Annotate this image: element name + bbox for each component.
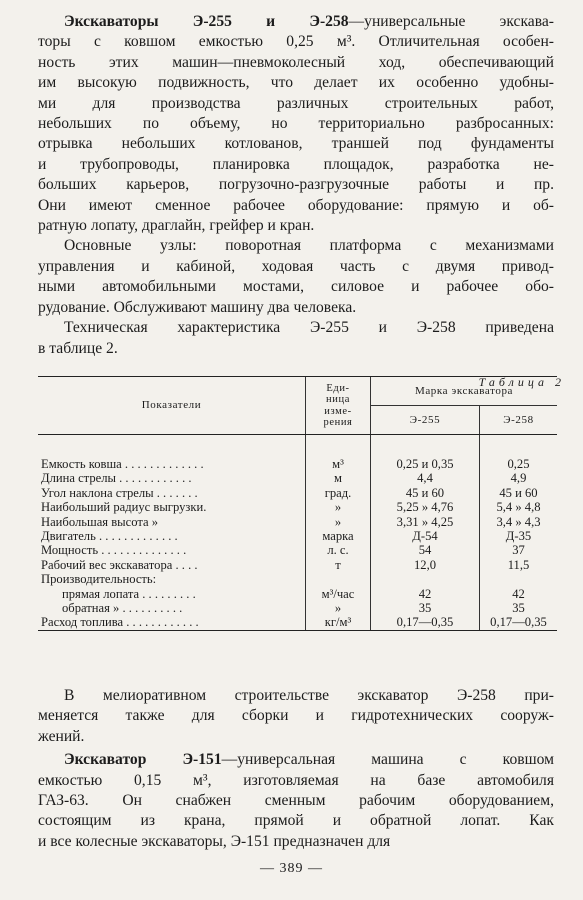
- row-e258-value: 37: [480, 543, 558, 557]
- row-e255-value: 5,25 » 4,76: [371, 500, 480, 514]
- text-line: больших карьеров, погрузочно-разгрузочные работы и пр.: [38, 176, 554, 194]
- table-row: [38, 515, 557, 529]
- table-row: [38, 615, 557, 630]
- paragraph-table-ref: [38, 318, 554, 359]
- text-line: и трубопроводы, планировка площадок, разработка не-: [38, 155, 554, 173]
- text-line: емкостью 0,15 м³, изготовляемая на базе автомобиля: [38, 771, 554, 789]
- row-e258-value: 0,17—0,35: [480, 615, 558, 630]
- text-line: меняется также для сборки и гидротехнических сооруж-: [38, 707, 554, 725]
- row-e258-value: 0,25: [480, 457, 558, 471]
- table-row: [38, 529, 557, 543]
- row-e255-value: 0,25 и 0,35: [371, 457, 480, 471]
- row-indicator: Емкость ковша . . . . . . . . . . . . .: [41, 457, 204, 471]
- row-e255-value: 12,0: [371, 558, 480, 572]
- text-line: им высокую подвижность, что делает их особенно удобны-: [38, 74, 554, 92]
- row-indicator: Рабочий вес экскаватора . . . .: [41, 557, 198, 572]
- table-row: [38, 572, 557, 586]
- text-line: в таблице 2.: [38, 339, 118, 357]
- row-indicator: Длина стрелы . . . . . . . . . . . .: [41, 471, 192, 486]
- row-unit: т: [306, 558, 371, 572]
- row-unit: [306, 572, 371, 586]
- header-e255: Э-255: [371, 406, 480, 435]
- row-unit: л. с.: [306, 543, 371, 557]
- table-spacer: [38, 435, 557, 458]
- header-e258: Э-258: [480, 406, 558, 435]
- header-unit-line: рения: [323, 417, 353, 428]
- paragraph-main-units: [38, 236, 554, 318]
- table-row: [38, 486, 557, 500]
- row-indicator: Наибольшая высота »: [41, 514, 159, 529]
- row-e255-value: 45 и 60: [371, 486, 480, 500]
- row-unit: град.: [306, 486, 371, 500]
- row-indicator: прямая лопата . . . . . . . . .: [62, 586, 196, 601]
- row-e258-value: 5,4 » 4,8: [480, 500, 558, 514]
- spec-table: [38, 376, 557, 631]
- text-line: ГАЗ-63. Он снабжен сменным рабочим оборудованием,: [38, 792, 554, 810]
- header-unit: [306, 377, 371, 435]
- row-indicator: Мощность . . . . . . . . . . . . . .: [41, 543, 187, 558]
- table-row: [38, 587, 557, 601]
- row-unit: м³/час: [306, 587, 371, 601]
- text-line: жений.: [38, 727, 85, 745]
- table-body: [38, 457, 557, 630]
- page-number: — 389 —: [260, 861, 323, 876]
- table-row: [38, 601, 557, 615]
- row-e258-value: 35: [480, 601, 558, 615]
- bold-title: Экскаваторы Э-255 и Э-258: [64, 13, 349, 30]
- text-line: отрывка небольших котлованов, траншей под фундаменты: [38, 135, 554, 153]
- text-line: небольших по объему, но территориально разбросанных:: [38, 115, 554, 133]
- row-indicator: Производительность:: [41, 572, 157, 587]
- row-e255-value: 4,4: [371, 471, 480, 485]
- row-e255-value: 35: [371, 601, 480, 615]
- text-line: и все колесные экскаваторы, Э-151 предназначен для: [38, 832, 391, 850]
- text-line: ными автомобильными мостами, силовое и рабочее обо-: [38, 278, 554, 296]
- header-group: Марка экскаватора: [371, 377, 558, 406]
- text-line: ность этих машин—пневмоколесный ход, обеспечивающий: [38, 53, 554, 71]
- row-e258-value: [480, 572, 558, 586]
- text-line: рудование. Обслуживают машину два человека.: [38, 298, 357, 316]
- text-line: Экскаваторы Э-255 и Э-258—универсальные экскава-: [64, 13, 554, 30]
- paragraph-e151: [38, 750, 554, 852]
- row-e255-value: Д-54: [371, 529, 480, 543]
- text-line: управления и кабиной, ходовая часть с двумя привод-: [38, 257, 554, 275]
- bold-title: Экскаватор Э-151: [64, 751, 222, 769]
- table-row: [38, 457, 557, 471]
- table-row: [38, 543, 557, 557]
- table-header-row: [38, 377, 557, 406]
- row-e258-value: 4,9: [480, 471, 558, 485]
- row-unit: »: [306, 500, 371, 514]
- text-line: состоящим из крана, прямой и обратной лопат. Как: [38, 812, 554, 830]
- row-e258-value: Д-35: [480, 529, 558, 543]
- row-unit: марка: [306, 529, 371, 543]
- text-line: В мелиоративном строительстве экскаватор Э-258 при-: [64, 687, 554, 704]
- row-indicator: Наибольший радиус выгрузки.: [41, 500, 207, 515]
- paragraph-intro: [38, 12, 554, 236]
- text-line: Основные узлы: поворотная платформа с механизмами: [64, 237, 554, 255]
- row-indicator: обратная » . . . . . . . . . .: [62, 601, 183, 616]
- row-indicator: Угол наклона стрелы . . . . . . .: [41, 485, 198, 500]
- header-unit-line: ница: [326, 394, 350, 405]
- row-e258-value: 42: [480, 587, 558, 601]
- row-unit: кг/м³: [306, 615, 371, 630]
- row-e255-value: 0,17—0,35: [371, 615, 480, 630]
- row-e258-value: 45 и 60: [480, 486, 558, 500]
- row-indicator: Расход топлива . . . . . . . . . . . .: [38, 615, 306, 630]
- table-row: [38, 558, 557, 572]
- text-line: Техническая характеристика Э-255 и Э-258 приведена: [64, 319, 554, 337]
- table-label: Таблица 2: [478, 375, 565, 389]
- top-text: [38, 12, 554, 359]
- table-row: [38, 500, 557, 514]
- header-unit-line: Еди-: [326, 382, 350, 394]
- text-line: Они имеют сменное рабочее оборудование: прямую и об-: [38, 196, 554, 214]
- row-e258-value: 11,5: [480, 558, 558, 572]
- row-unit: м³: [306, 457, 371, 471]
- text-line: ми для производства различных строительных работ,: [38, 94, 554, 112]
- bottom-text: [38, 686, 554, 852]
- row-e255-value: 42: [371, 587, 480, 601]
- paragraph-melioration: [38, 686, 554, 747]
- text-line: ратную лопату, драглайн, грейфер и кран.: [38, 217, 315, 235]
- row-e255-value: [371, 572, 480, 586]
- row-unit: »: [306, 601, 371, 615]
- header-unit-line: изме-: [324, 405, 352, 417]
- header-indicator: Показатели: [38, 377, 306, 435]
- table-row: [38, 471, 557, 485]
- row-unit: »: [306, 515, 371, 529]
- row-e258-value: 3,4 » 4,3: [480, 515, 558, 529]
- row-unit: м: [306, 471, 371, 485]
- row-indicator: Двигатель . . . . . . . . . . . . .: [41, 529, 178, 544]
- text-line: Экскаватор Э-151—универсальная машина с ковшом: [64, 751, 554, 769]
- text-line: торы с ковшом емкостью 0,25 м³. Отличительная особен-: [38, 33, 554, 51]
- row-e255-value: 3,31 » 4,25: [371, 515, 480, 529]
- row-e255-value: 54: [371, 543, 480, 557]
